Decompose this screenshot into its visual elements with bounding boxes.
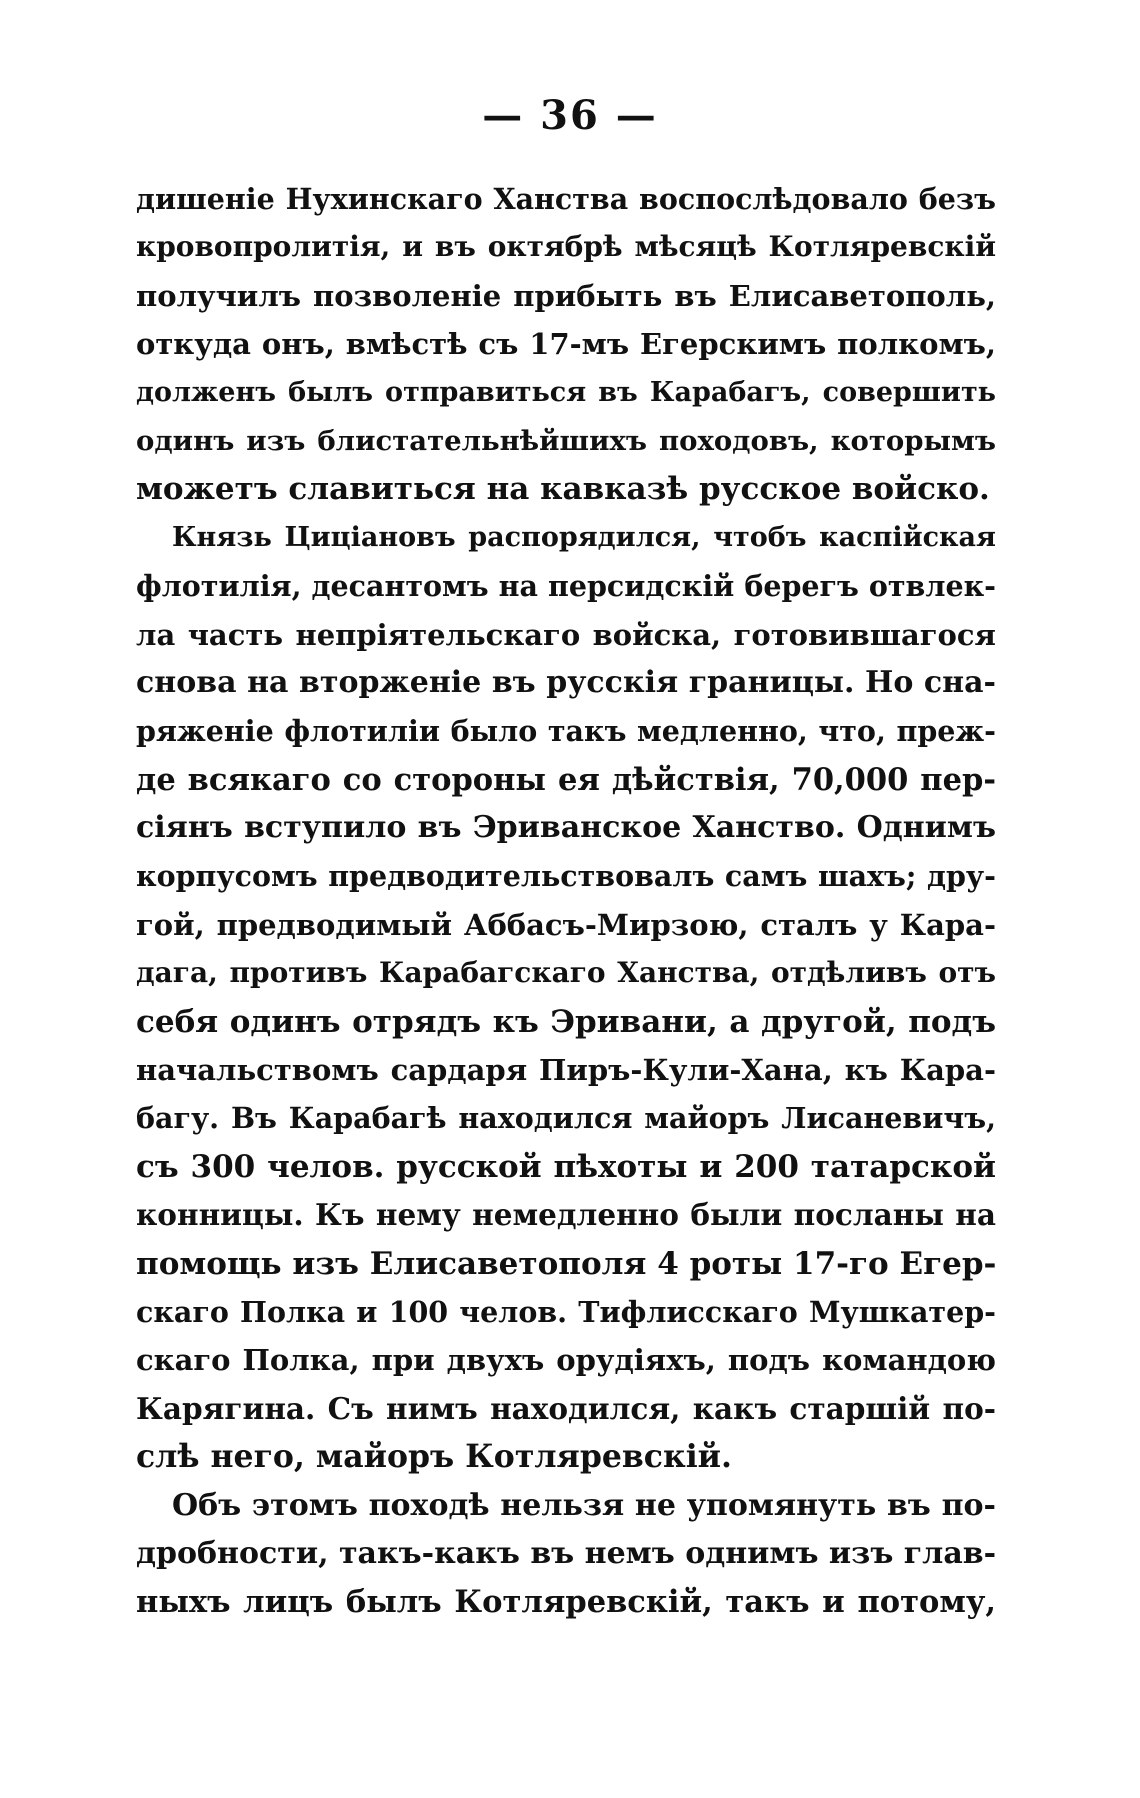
page-number: — 36 —: [482, 92, 658, 139]
text-line: конницы. Къ нему немедленно были посланы на: [136, 1197, 996, 1233]
text-line: ла часть непріятельскаго войска, готовившагося: [136, 617, 996, 652]
text-line: гой, предводимый Аббасъ-Мирзою, сталъ у Кара-: [136, 907, 996, 942]
text-line: дага, противъ Карабагскаго Ханства, отдѣливъ отъ: [136, 956, 996, 990]
paragraph-3: [136, 1482, 996, 1627]
text-line: съ 300 челов. русской пѣхоты и 200 татарской: [136, 1148, 996, 1185]
text-line: слѣ него, майоръ Котляревскій.: [136, 1438, 732, 1476]
text-line: де всякаго со стороны ея дѣйствія, 70,000 пер-: [136, 761, 996, 798]
paragraph-1: [136, 175, 996, 514]
text-line: откуда онъ, вмѣстѣ съ 17-мъ Егерскимъ полкомъ,: [136, 327, 996, 362]
text-line: Карягина. Съ нимъ находился, какъ старшій по-: [136, 1390, 996, 1426]
text-line: скаго Полка, при двухъ орудіяхъ, подъ командою: [136, 1343, 996, 1378]
text-line: снова на вторженіе въ русскія границы. Но сна-: [136, 664, 996, 700]
text-line: себя одинъ отрядъ къ Эривани, а другой, подъ: [136, 1003, 996, 1040]
text-line: кровопролитія, и въ октябрѣ мѣсяцѣ Котляревскій: [136, 230, 996, 264]
text-line: скаго Полка и 100 челов. Тифлисскаго Мушкатер-: [136, 1294, 996, 1329]
text-line: долженъ былъ отправиться въ Карабагъ, совершить: [136, 376, 996, 408]
text-line: одинъ изъ блистательнѣйшихъ походовъ, которымъ: [136, 424, 996, 457]
text-line: флотилія, десантомъ на персидскій берегъ отвлек-: [136, 569, 996, 604]
text-line: ныхъ лицъ былъ Котляревскій, такъ и потому,: [136, 1584, 996, 1621]
text-line: ряженіе флотиліи было такъ медленно, что, преж-: [136, 714, 996, 749]
body-text: [136, 175, 996, 1627]
text-line: Князь Циціановъ распорядился, чтобъ каспійская: [172, 521, 996, 553]
text-line: Объ этомъ походѣ нельзя не упомянуть въ по-: [172, 1487, 996, 1523]
paragraph-2: [136, 514, 996, 1482]
text-line: сіянъ вступило въ Эриванское Ханство. Однимъ: [136, 810, 996, 846]
text-line: дробности, такъ-какъ въ немъ однимъ изъ глав-: [136, 1535, 996, 1571]
text-line: получилъ позволеніе прибыть въ Елисаветополь,: [136, 278, 996, 313]
text-line: корпусомъ предводительствовалъ самъ шахъ; дру-: [136, 859, 996, 894]
text-line: начальствомъ сардаря Пиръ-Кули-Хана, къ Кара-: [136, 1053, 996, 1088]
text-line: багу. Въ Карабагѣ находился майоръ Лисаневичъ,: [136, 1101, 996, 1136]
text-line: дишеніе Нухинскаго Ханства воспослѣдовало безъ: [136, 182, 996, 216]
text-line: помощь изъ Елисаветополя 4 роты 17-го Егер-: [136, 1245, 996, 1282]
text-line: можетъ славиться на кавказѣ русское войско.: [136, 471, 990, 508]
